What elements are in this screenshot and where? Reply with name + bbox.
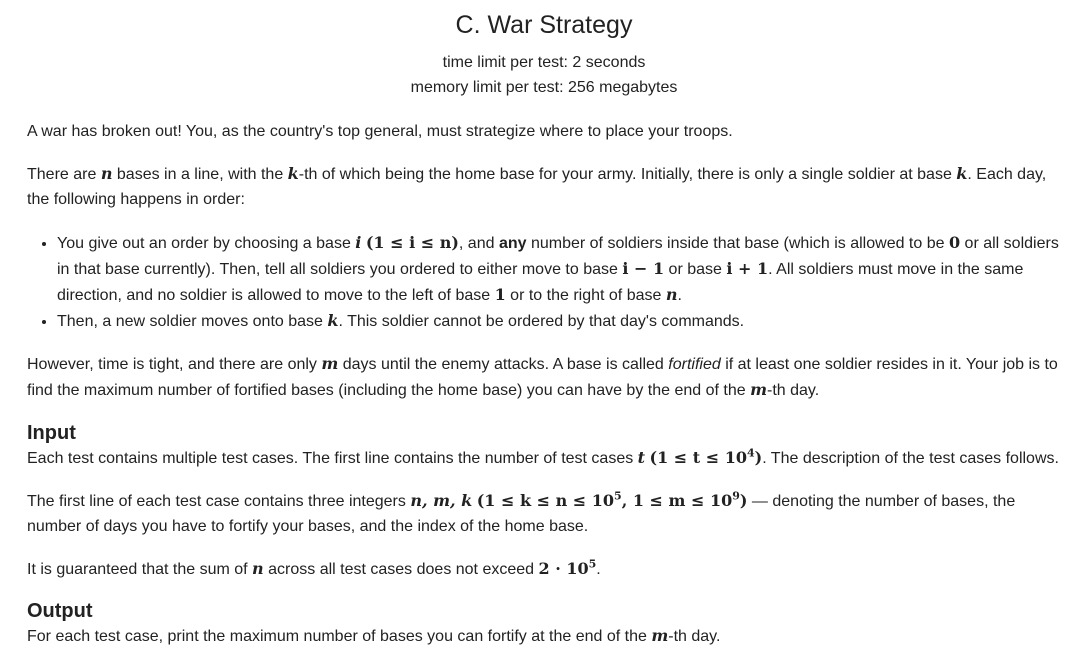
math-i-plus-1: i + 1 — [726, 259, 769, 278]
text: -th day. — [767, 382, 820, 399]
math-exponent: 5 — [588, 557, 597, 571]
math-t: t — [637, 448, 646, 467]
text: Each test contains multiple test cases. The first line contains the number of test cases — [27, 450, 638, 467]
math-range: (1 ≤ i ≤ n) — [365, 233, 459, 252]
math-i-minus-1: i − 1 — [622, 259, 665, 278]
text: There are — [27, 166, 101, 183]
text: . — [677, 287, 682, 304]
math-one: 1 — [494, 285, 506, 304]
output-paragraph-1 — [27, 623, 1061, 649]
math-k: k — [327, 311, 339, 330]
math-m: m — [651, 626, 669, 645]
time-limit: time limit per test: 2 seconds — [442, 54, 646, 71]
text: , and — [458, 235, 499, 252]
limits — [27, 50, 1061, 100]
output-section-title: Output — [27, 600, 93, 622]
math-text: , 1 ≤ m ≤ 10 — [621, 491, 733, 510]
memory-limit: memory limit per test: 256 megabytes — [410, 79, 678, 96]
text: . Each day, the following happens in order: — [27, 166, 1047, 208]
input-paragraph-3 — [27, 556, 1061, 582]
text: number of soldiers inside that base (which is allowed to be — [526, 235, 949, 252]
text: or to the right of base — [505, 287, 666, 304]
math-text: (1 ≤ k ≤ n ≤ 10 — [476, 491, 615, 510]
math-m: m — [750, 380, 768, 399]
text: across all test cases does not exceed — [263, 561, 539, 578]
text: . — [596, 561, 601, 578]
statement-paragraph-1: A war has broken out! You, as the country's top general, must strategize where to place your troops. — [27, 123, 733, 140]
math-exponent: 5 — [614, 489, 622, 503]
text: It is guaranteed that the sum of — [27, 561, 253, 578]
math-range — [650, 448, 763, 467]
text: . All soldiers must move in the same direction, and no soldier is allowed to move to the left of base — [57, 261, 1024, 304]
statement-paragraph-3 — [27, 351, 1061, 403]
text: The first line of each test case contains three integers — [27, 493, 411, 510]
text: For each test case, print the maximum number of bases you can fortify at the end of the — [27, 628, 652, 645]
math-text: ) — [754, 448, 763, 467]
text: bases in a line, with the — [112, 166, 288, 183]
bold-any: any — [498, 235, 527, 252]
math-n: n — [252, 559, 264, 578]
math-text: ) — [739, 491, 748, 510]
math-range — [477, 491, 748, 510]
problem-header — [27, 0, 1061, 100]
text: . The description of the test cases follows. — [762, 450, 1059, 467]
math-bound: 2 · 10 — [538, 559, 589, 578]
math-m: m — [321, 354, 339, 373]
text: -th of which being the home base for your army. Initially, there is only a single soldier at base — [298, 166, 957, 183]
math-i: i — [355, 233, 362, 252]
math-exponent: 9 — [732, 489, 740, 503]
text: — denoting the number of bases, the number of days you have to fortify your bases, and the index of the home base. — [27, 493, 1016, 535]
input-paragraph-2 — [27, 488, 1061, 539]
text: You give out an order by choosing a base — [57, 235, 356, 252]
text: or all soldiers in that base currently). Then, tell all soldiers you ordered to either move to base — [57, 235, 1059, 278]
math-text: (1 ≤ t ≤ 10 — [649, 448, 747, 467]
text: if at least one soldier resides in it. Your job is to find the maximum number of fortified bases (including the home base) you can have by the end of the — [27, 356, 1058, 399]
math-n: n — [100, 164, 113, 183]
math-k: k — [287, 164, 299, 183]
text: However, time is tight, and there are only — [27, 356, 322, 373]
text: Then, a new soldier moves onto base — [57, 313, 328, 330]
italic-fortified: fortified — [668, 356, 721, 373]
math-vars: n, m, k — [410, 491, 473, 510]
list-item — [57, 230, 1061, 308]
math-n: n — [665, 285, 678, 304]
text: days until the enemy attacks. A base is called — [338, 356, 669, 373]
math-exponent: 4 — [746, 446, 755, 460]
text: or base — [664, 261, 727, 278]
list-item — [57, 308, 1061, 334]
input-paragraph-1 — [27, 445, 1061, 471]
problem-title: C. War Strategy — [455, 11, 633, 39]
math-k: k — [956, 164, 968, 183]
statement-paragraph-2 — [27, 161, 1061, 212]
input-section-title: Input — [27, 422, 76, 444]
math-zero: 0 — [948, 233, 961, 252]
daily-steps-list — [27, 230, 1061, 334]
text: . This soldier cannot be ordered by that day's commands. — [338, 313, 745, 330]
text: -th day. — [668, 628, 721, 645]
